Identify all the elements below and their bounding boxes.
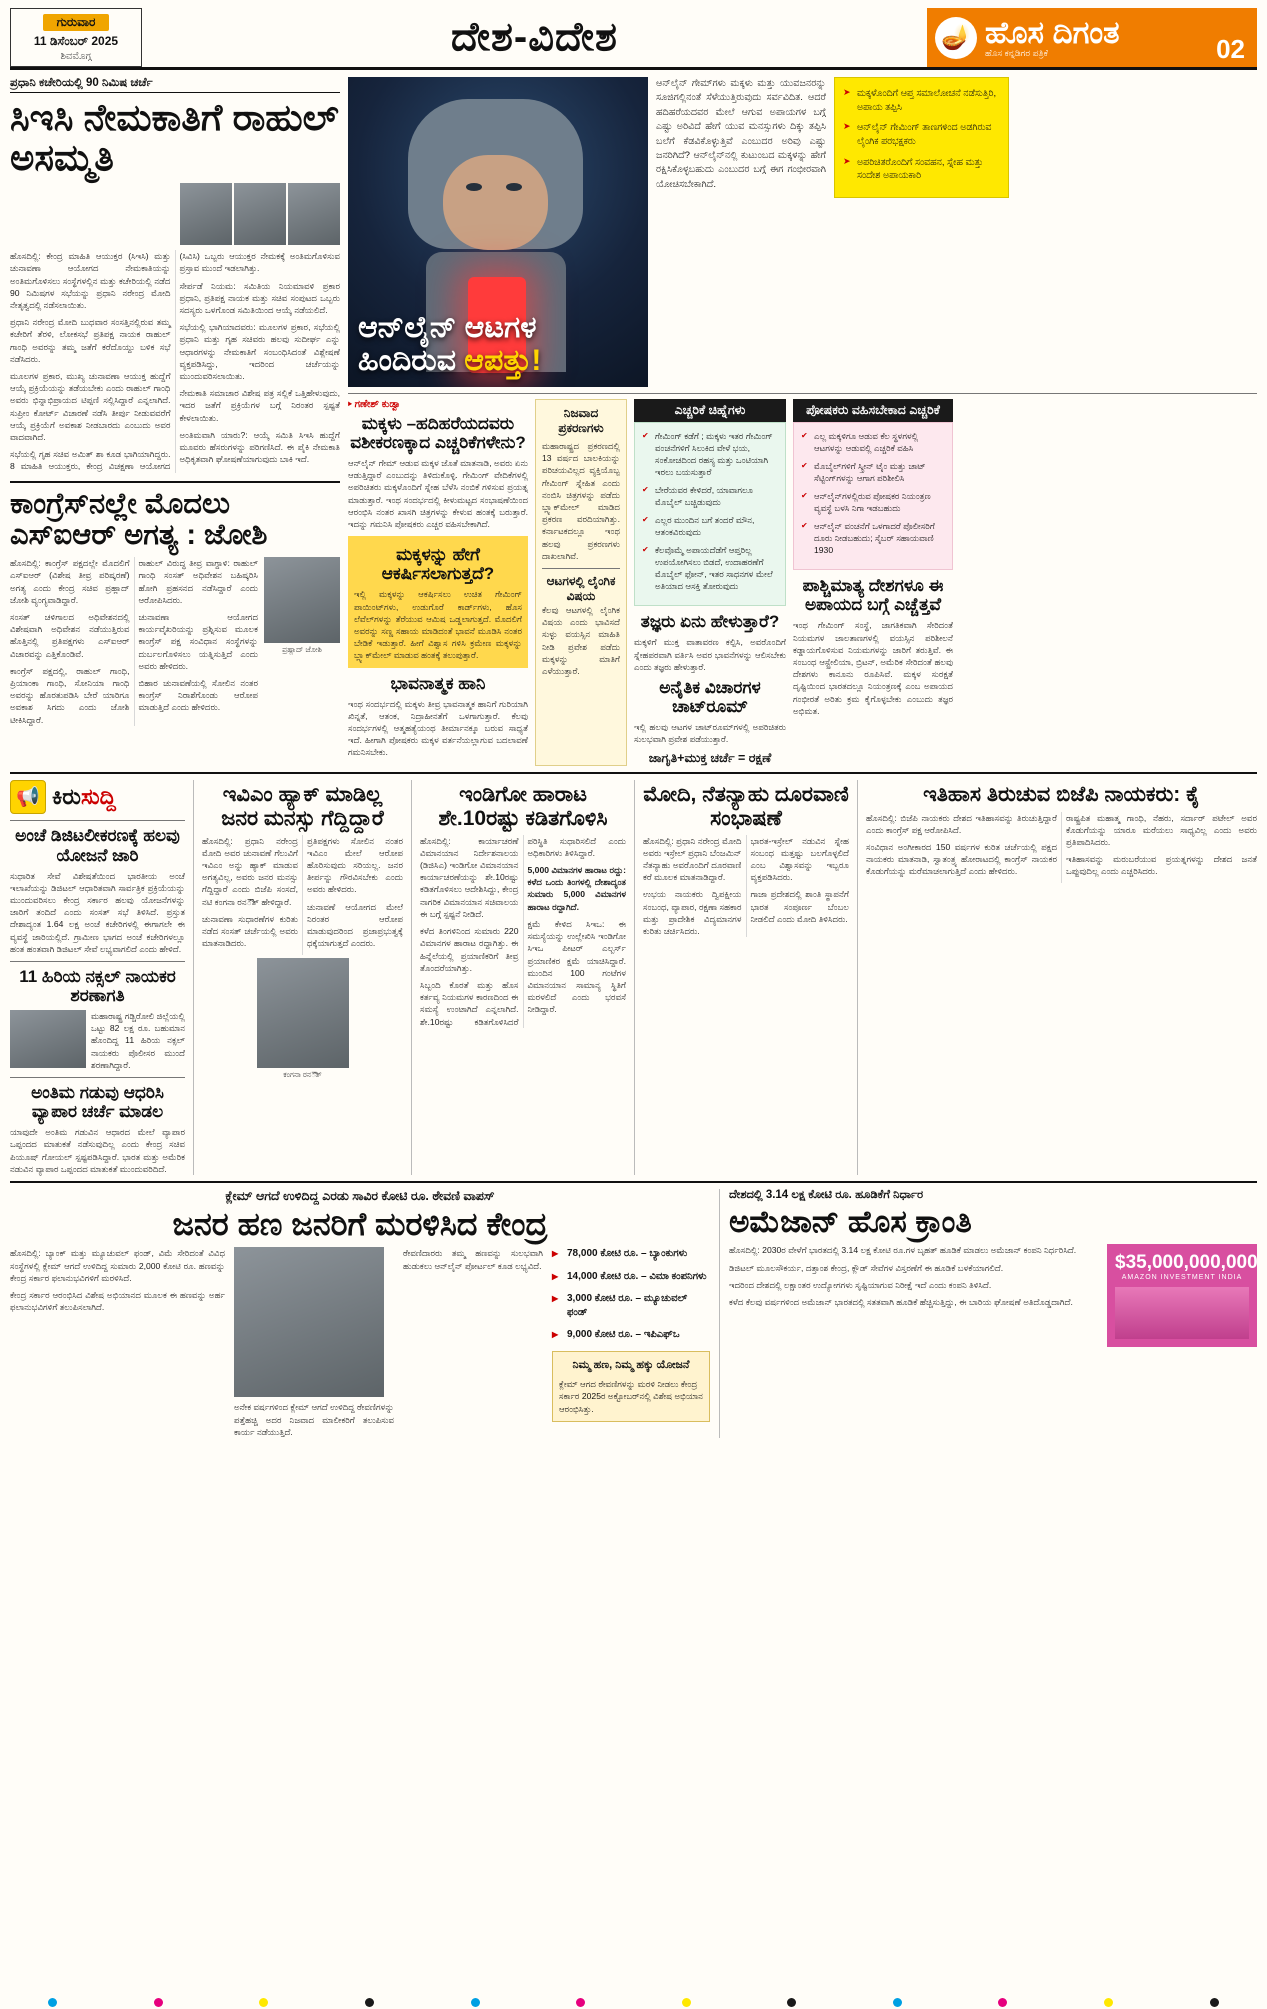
photo-kangana bbox=[257, 958, 349, 1068]
kiru-label-a: ಕಿರು bbox=[52, 784, 81, 810]
sec1-title: ಮಕ್ಕಳು –ಹದಿಹರೆಯದವರು ವಶೀಕರಣಕ್ಕಾದ ಎಚ್ಚರಿಕೆಗಳೇನು? bbox=[350, 414, 526, 453]
parents-item: ✔ ಆನ್‌ಲೈನ್‌ಗಳಲ್ಲಿರುವ ಪೋಷಕರ ನಿಯಂತ್ರಣ ವ್ಯವಸ್ಥೆ ಬಳಸಿ ನಿಗಾ ಇಡಬಹುದು bbox=[801, 490, 945, 514]
page-title: ದೇಶ-ವಿದೇಶ bbox=[451, 15, 618, 59]
parents-list bbox=[793, 422, 953, 570]
lead-para: ಪ್ರಧಾನಿ ನರೇಂದ್ರ ಮೋದಿ ಬುಧವಾರ ಸಂಸತ್ತಿನಲ್ಲಿರುವ ತಮ್ಮ ಕಚೇರಿಗೆ ತೆರಳಿ, ಲೋಕಸಭೆ ಪ್ರತಿಪಕ್ಷ ನಾಯಕ ರಾಹುಲ್ ಗಾಂಧಿ ಅವರನ್ನು ತಮ್ಮ ಜತೆಗೆ ಕರೆದೊಯ್ದು ಬಳಿಕ ಸಭೆ ನಡೆಸಿದರು. bbox=[10, 317, 171, 364]
money-item: ▶ 14,000 ಕೋಟಿ ರೂ. – ವಿಮಾ ಕಂಪನಿಗಳು bbox=[552, 1270, 710, 1284]
games-col-4 bbox=[793, 399, 953, 766]
games-col-3 bbox=[634, 399, 786, 766]
amazon-amount-sub: AMAZON INVESTMENT INDIA bbox=[1121, 1274, 1243, 1282]
parents-title: ಪೋಷಕರು ವಹಿಸಬೇಕಾದ ಎಚ್ಚರಿಕೆ bbox=[793, 399, 953, 422]
story-modi bbox=[634, 780, 849, 1174]
refund-note-text: ಕ್ಲೇಮ್ ಆಗದ ಠೇವಣಿಗಳನ್ನು ಮರಳಿ ನೀಡಲು ಕೇಂದ್ರ ಸರ್ಕಾರ 2025ರ ಅಕ್ಟೋಬರ್‌ನಲ್ಲಿ ವಿಶೇಷ ಅಭಿಯಾನ ಆರಂಭಿಸಿತ್ತು. bbox=[559, 1378, 703, 1414]
photo-joshi bbox=[264, 557, 340, 643]
indigo-body bbox=[420, 835, 626, 1028]
amazon-amount: $35,000,000,000 bbox=[1115, 1252, 1258, 1274]
west-title: ಪಾಶ್ಚಿಮಾತ್ಯ ದೇಶಗಳೂ ಈ ಅಪಾಯದ ಬಗ್ಗೆ ಎಚ್ಚೆತ್ತವೆ bbox=[802, 576, 944, 615]
key-point: ➤ ಅಪರಿಚಿತರೊಂದಿಗೆ ಸಂವಹನ, ಸ್ನೇಹ ಮತ್ತು ಸಂದೇಶ ಅಪಾಯಕಾರಿ bbox=[843, 155, 1000, 182]
caption-highlight: ಆಪತ್ತು! bbox=[464, 344, 542, 377]
amazon-headline: ಅಮೆಜಾನ್ ಹೊಸ ಕ್ರಾಂತಿ bbox=[729, 1203, 972, 1239]
date-box bbox=[10, 8, 142, 67]
masthead bbox=[10, 8, 1257, 70]
refund-money-list bbox=[552, 1247, 710, 1342]
refund-photo-block bbox=[234, 1247, 394, 1438]
amazon-amount-art bbox=[1107, 1244, 1257, 1347]
kiru-item-title: ಅಂಚೆ ಡಿಜಿಟಲೀಕರಣಕ್ಕೆ ಹಲವು ಯೋಜನೆ ಜಾರಿ bbox=[15, 826, 180, 865]
lead-para: ಹೊಸದಿಲ್ಲಿ: ಕೇಂದ್ರ ಮಾಹಿತಿ ಆಯುಕ್ತರ (ಸಿಇಸಿ) ಮತ್ತು ಚುನಾವಣಾ ಆಯೋಗದ ನೇಮಕಾತಿಯನ್ನು ಅಂತಿಮಗೊಳಿಸಲು ಸಂಸ್ಥೆಗಳಲ್ಲಿನ ಮತ್ತು ಕಚೇರಿಯಲ್ಲಿ ನಡೆದ 90 ನಿಮಿಷಗಳ ಸಭೆಯನ್ನು ಪ್ರಧಾನಿ ನರೇಂದ್ರ ಮೋದಿ ನೇತೃತ್ವದಲ್ಲಿ ನಡೆಸಲಾಯಿತು. bbox=[10, 251, 171, 310]
amazon-kicker: ದೇಶದಲ್ಲಿ 3.14 ಲಕ್ಷ ಕೋಟಿ ರೂ. ಹೂಡಿಕೆಗೆ ನಿರ್ಧಾರ bbox=[729, 1188, 924, 1201]
kangana-photo-block bbox=[202, 958, 403, 1081]
warn-item: ✔ ಬೇರೆಯವರ ಕೇಳಿದರೆ, ಯಾವಾಗಲೂ ಮೊಬೈಲ್ ಬಚ್ಚಿಡುವುದು bbox=[642, 484, 778, 508]
congress-para: ಬಿಹಾರ ಚುನಾವಣೆಯಲ್ಲಿ ಸೋಲಿನ ನಂತರ ಕಾಂಗ್ರೆಸ್ ನಿರಾಶೆಗೊಂಡು ಆರೋಪ ಮಾಡುತ್ತಿದೆ ಎಂದು ಹೇಳಿದರು. bbox=[138, 678, 258, 713]
date: 11 ಡಿಸೆಂಬರ್ 2025 bbox=[33, 33, 119, 48]
photo-caption: ಪ್ರಹ್ಲಾದ್ ಜೋಶಿ bbox=[282, 645, 322, 655]
gaming-photo-caption bbox=[348, 305, 648, 387]
parents-item: ✔ ಎಲ್ಲ ಮಕ್ಕಳಿಗೂ ಆಡುವ ಕೆಲ ಸ್ಥಳಗಳಲ್ಲಿ ಆಟಗಳನ್ನು ಆಡುವಲ್ಲಿ ಎಚ್ಚರಿಕೆ ವಹಿಸಿ bbox=[801, 430, 945, 454]
edition-place: ಶಿವಮೊಗ್ಗ bbox=[60, 50, 92, 62]
byline: ▸ ಗಣೇಶ್ ಕುಡ್ವಾ bbox=[348, 399, 402, 410]
refund-para: ಹೊಸದಿಲ್ಲಿ: ಬ್ಯಾಂಕ್ ಮತ್ತು ಮ್ಯೂಚುವಲ್ ಫಂಡ್, ವಿಮೆ ಸೇರಿದಂತೆ ವಿವಿಧ ಸಂಸ್ಥೆಗಳಲ್ಲಿ ಕ್ಲೇಮ್ ಆಗದೆ ಉಳಿದಿದ್ದ ಸುಮಾರು 2,000 ಕೋಟಿ ರೂ. ಹಣವನ್ನು ಕೇಂದ್ರ ಸರ್ಕಾರ ಫಲಾನುಭವಿಗಳಿಗೆ ಮರಳಿಸಿದೆ. bbox=[10, 1248, 225, 1283]
games-key-points bbox=[834, 77, 1009, 198]
toilet-title: ಅನೈತಿಕ ವಿಚಾರಗಳ ಚಾಟ್‌ರೂಮ್ bbox=[659, 678, 761, 717]
refund-kicker: ಕ್ಲೇಮ್ ಆಗದೆ ಉಳಿದಿದ್ದ ಎರಡು ಸಾವಿರ ಕೋಟಿ ರೂ. ಠೇವಣಿ ವಾಪಸ್ bbox=[225, 1188, 495, 1203]
lead-headline: ಸಿಇಸಿ ನೇಮಕಾತಿಗೆ ರಾಹುಲ್ ಅಸಮ್ಮತಿ bbox=[10, 97, 339, 178]
refund-para: ಕೇಂದ್ರ ಸರ್ಕಾರ ಆರಂಭಿಸಿದ ವಿಶೇಷ ಅಭಿಯಾನದ ಮೂಲಕ ಈ ಹಣವನ್ನು ಅರ್ಹ ಫಲಾನುಭವಿಗಳಿಗೆ ತಲುಪಿಸಲಾಗಿದೆ. bbox=[10, 1290, 225, 1313]
sexual-text: ಕೆಲವು ಆಟಗಳಲ್ಲಿ ಲೈಂಗಿಕ ವಿಷಯ ಎಂದು ಭಾವಿಸದೆ ಸುಳ್ಳು ವಯಸ್ಸಿನ ಮಾಹಿತಿ ನೀಡಿ ಪ್ರವೇಶ ಪಡೆದು ಮಕ್ಕಳನ್ನು ಮಾತಿಗೆ ಎಳೆಯುತ್ತಾರೆ. bbox=[542, 605, 620, 677]
lead-para: ಸಭೆಯಲ್ಲಿ ಗೃಹ ಸಚಿವ ಅಮಿತ್ ಶಾ ಕೂಡ ಭಾಗಿಯಾಗಿದ್ದರು. 8 ಮಾಹಿತಿ ಆಯುಕ್ತರು, ಕೇಂದ್ರ ವಿಚಕ್ಷಣಾ ಆಯೋಗದ (ಸಿವಿಸಿ) ಒಬ್ಬರು ಆಯುಕ್ತರ ನೇಮಕಕ್ಕೆ ಅಂತಿಮಗೊಳಿಸುವ ಪ್ರಸ್ತಾವ ಮುಂದೆ ಇಡಲಾಗಿತ್ತು. bbox=[10, 251, 340, 472]
key-point: ➤ ಆನ್‌ಲೈನ್ ಗೇಮಿಂಗ್ ತಾಣಗಳಿಂದ ಅಡಗಿರುವ ಲೈಂಗಿಕ ಪರಭಕ್ಷಕರು bbox=[843, 120, 1000, 147]
photo-modi bbox=[234, 183, 286, 245]
lead-para: ಮೂಲಗಳ ಪ್ರಕಾರ, ಮುಖ್ಯ ಚುನಾವಣಾ ಆಯುಕ್ತ ಹುದ್ದೆಗೆ ಆಯ್ಕೆ ಪ್ರಕ್ರಿಯೆಯನ್ನು ತಡೆಯಬೇಕು ಎಂದು ರಾಹುಲ್ ಗಾಂಧಿ ಅವರು ಭಿನ್ನಾಭಿಪ್ರಾಯದ ಟಿಪ್ಪಣಿ ಸಲ್ಲಿಸಿದ್ದಾರೆ ಎನ್ನಲಾಗಿದೆ. ಸುಪ್ರೀಂ ಕೋರ್ಟ್ ವಿಚಾರಣೆ ನಡೆಸಿ ತೀರ್ಪು ನೀಡುವವರೆಗೆ ಆಯ್ಕೆ ಪ್ರಕ್ರಿಯೆಗೆ ಅವಕಾಶ ನೀಡಬಾರದು ಎಂಬುದು ಅವರ ವಾದವಾಗಿದೆ. bbox=[10, 370, 171, 442]
experts-text: ಮಕ್ಕಳಿಗೆ ಮುಕ್ತ ವಾತಾವರಣ ಕಲ್ಪಿಸಿ, ಅವರೊಂದಿಗೆ ಸ್ನೇಹಪರವಾಗಿ ವರ್ತಿಸಿ ಅವರ ಭಾವನೆಗಳನ್ನು ಆಲಿಸಬೇಕು ಎಂದು ತಜ್ಞರು ಹೇಳುತ್ತಾರೆ. bbox=[634, 637, 786, 672]
real-cases-title: ನಿಜವಾದ ಪ್ರಕರಣಗಳು bbox=[558, 406, 604, 435]
ivm-para: ಚುನಾವಣೆ ಆಯೋಗದ ಮೇಲೆ ನಿರಂತರ ಆರೋಪ ಮಾಡುವುದರಿಂದ ಪ್ರಜಾಪ್ರಭುತ್ವಕ್ಕೆ ಧಕ್ಕೆಯಾಗುತ್ತದೆ ಎಂದರು. bbox=[307, 901, 403, 949]
story-ivm bbox=[193, 780, 403, 1174]
modi-para: ಹೊಸದಿಲ್ಲಿ: ಪ್ರಧಾನಿ ನರೇಂದ್ರ ಮೋದಿ ಅವರು ಇಸ್ರೇಲ್ ಪ್ರಧಾನಿ ಬೆಂಜಮಿನ್ ನೆತನ್ಯಾಹು ಅವರೊಂದಿಗೆ ದೂರವಾಣಿ ಕರೆ ಮೂಲಕ ಮಾತನಾಡಿದ್ದಾರೆ. bbox=[643, 835, 742, 883]
experts-title: ತಜ್ಞರು ಏನು ಹೇಳುತ್ತಾರೆ? bbox=[640, 612, 780, 632]
kiru-item-title: 11 ಹಿರಿಯ ನಕ್ಸಲ್ ನಾಯಕರ ಶರಣಾಗತಿ bbox=[19, 966, 176, 1005]
ivm-body bbox=[202, 835, 403, 955]
congress-body bbox=[10, 557, 258, 726]
games-intro-text: ಆನ್‌ಲೈನ್ ಗೇಮ್‌ಗಳು ಮಕ್ಕಳು ಮತ್ತು ಯುವಜನರನ್ನು ಸೂಜಿಗಲ್ಲಿನಂತೆ ಸೆಳೆಯುತ್ತಿರುವುದು ಸರ್ವವಿದಿತ. ಆದರೆ ಹದಿಹರೆಯದವರ ಮೇಲೆ ಆಗುವ ಅಪಾಯಗಳ ಬಗ್ಗೆ ಎಷ್ಟು ಅರಿವಿದೆ ಹೇಗೆ ಯುವ ಮನಸ್ಸುಗಳು ದಿಕ್ಕು ತಪ್ಪಿಸಿ ಬಲೆಗೆ ಕೆಡವಿಕೊಳ್ಳುತ್ತಿವೆ ಎಂಬುದರ ಅರಿವು ಎಷ್ಟು ಜನರಿಗಿದೆ? ಆನ್‌ಲೈನ್‌ನಲ್ಲಿ ಕುಟುಂಬದ ಮಕ್ಕಳನ್ನು ಹೇಗೆ ರಕ್ಷಿಸಿಕೊಳ್ಳಬಹುದು ಎಂಬುದರ ಬಗ್ಗೆ ಈಗ ಗಂಭೀರವಾಗಿ ಯೋಚಿಸಬೇಕಾಗಿದೆ. bbox=[656, 78, 826, 190]
lead-subpara: ನೇಮಕಾತಿ ಸಮಾಚಾರ ವಿಶೇಷ ಪತ್ರ ಸಲ್ಲಿಕೆ ಒತ್ತಿಹೇಳುವುದು, ಇದರ ಜತೆಗೆ ಪ್ರಕ್ರಿಯೆಗಳ ಬಗ್ಗೆ ನಿರಂತರ ಸ್ಪಷ್ಟತೆ ಕೇಳಲಾಯಿತು. bbox=[179, 388, 340, 423]
history-para: ಇತಿಹಾಸವನ್ನು ಮರುಬರೆಯುವ ಪ್ರಯತ್ನಗಳನ್ನು ದೇಶದ ಜನತೆ ಒಪ್ಪುವುದಿಲ್ಲ ಎಂದು ಎಚ್ಚರಿಸಿದರು. bbox=[1066, 854, 1257, 877]
congress-para: ರಾಹುಲ್ ವಿರುದ್ಧ ತೀವ್ರ ವಾಗ್ದಾಳಿ: ರಾಹುಲ್ ಗಾಂಧಿ ಸಂಸತ್ ಅಧಿವೇಶನ ಬಹಿಷ್ಕರಿಸಿ ಹೋಗಿ ಪ್ರಹಸನದ ನಡೆಸಿದ್ದಾರೆ ಎಂದು ಆರೋಪಿಸಿದರು. bbox=[138, 558, 258, 605]
warn-item: ✔ ಗೇಮಿಂಗ್ ಕಡೆಗೆ ; ಮಕ್ಕಳು ಇತರ ಗೇಮಿಂಗ್ ವಂಚನೆಗಳಿಗೆ ಸಿಲುಕಿದ ವೇಳೆ ಭಯ, ಸಂಕೋಚದಿಂದ ರಹಸ್ಯ ಮತ್ತು ಒಂಟಿಯಾಗಿ ಇರಲು ಬಯಸುತ್ತಾರೆ bbox=[642, 430, 778, 478]
warn-item: ✔ ಕೆಲವೊಮ್ಮೆ ಅಪಾಯದೆಡೆಗೆ ಆಪ್ತರಿಲ್ಲ ಉಪಯೋಗಿಸಲು ಬಿಡದೆ, ಉದಾಹರಣೆಗೆ ಮೊಬೈಲ್ ಫೋನ್, ಇತರ ಸಾಧನಗಳ ಮೇಲೆ ಅತಿಯಾದ ಆಸಕ್ತಿ ತೋರುವುದು bbox=[642, 544, 778, 592]
history-para: ರಾಷ್ಟ್ರಪಿತ ಮಹಾತ್ಮ ಗಾಂಧಿ, ನೆಹರು, ಸರ್ದಾರ್ ಪಟೇಲ್ ಅವರ ಕೊಡುಗೆಯನ್ನು ಯಾರೂ ಮರೆಯಲು ಸಾಧ್ಯವಿಲ್ಲ ಎಂದು ಅವರು ಪ್ರತಿಪಾದಿಸಿದರು. bbox=[1066, 812, 1257, 847]
leaders-photo bbox=[180, 183, 340, 245]
sexual-title: ಆಟಗಳಲ್ಲಿ ಲೈಂಗಿಕ ವಿಷಯ bbox=[546, 574, 616, 604]
modi-para: ಗಾಜಾ ಪ್ರದೇಶದಲ್ಲಿ ಶಾಂತಿ ಸ್ಥಾಪನೆಗೆ ಭಾರತ ಸಂಪೂರ್ಣ ಬೆಂಬಲ ನೀಡಲಿದೆ ಎಂದು ಮೋದಿ ತಿಳಿಸಿದರು. bbox=[750, 889, 849, 924]
money-item: ▶ 3,000 ಕೋಟಿ ರೂ. – ಮ್ಯೂಚುವಲ್ ಫಂಡ್ bbox=[552, 1292, 710, 1319]
ivm-headline: ಇವಿಎಂ ಹ್ಯಾಕ್ ಮಾಡಿಲ್ಲ ಜನರ ಮನಸ್ಸು ಗೆದ್ದಿದ್ದಾರೆ bbox=[221, 783, 384, 830]
brand-block bbox=[927, 8, 1257, 67]
photo-modi-podium bbox=[234, 1247, 384, 1397]
congress-headline: ಕಾಂಗ್ರೆಸ್‌ನಲ್ಲೇ ಮೊದಲು ಎಸ್‌ಐಆರ್ ಅಗತ್ಯ : ಜೋಶಿ bbox=[10, 487, 268, 551]
indigo-para: ಸಿಬ್ಬಂದಿ ಕೊರತೆ ಮತ್ತು ಹೊಸ ಕರ್ತವ್ಯ ನಿಯಮಗಳ ಕಾರಣದಿಂದ ಈ ಸಮಸ್ಯೆ ಉಂಟಾಗಿದೆ ಎನ್ನಲಾಗಿದೆ. ಶೇ.10ರಷ್ಟು ಕಡಿತಗೊಳಿಸಿದರೆ ಪರಿಸ್ಥಿತಿ ಸುಧಾರಿಸಲಿದೆ ಎಂದು ಅಧಿಕಾರಿಗಳು ತಿಳಿಸಿದ್ದಾರೆ. bbox=[420, 835, 626, 1027]
page-number: 02 bbox=[1216, 34, 1245, 64]
refund-para: ಠೇವಣಿದಾರರು ತಮ್ಮ ಹಣವನ್ನು ಸುಲಭವಾಗಿ ಹುಡುಕಲು ಆನ್‌ಲೈನ್ ಪೋರ್ಟಲ್ ಕೂಡ ಲಭ್ಯವಿದೆ. bbox=[403, 1248, 543, 1271]
refund-body-2 bbox=[403, 1247, 543, 1438]
caption-line-2: ಹಿಂದಿರುವ bbox=[358, 344, 456, 377]
story-amazon bbox=[719, 1189, 1257, 1438]
history-para: ಸಂವಿಧಾನ ಅಂಗೀಕಾರದ 150 ವರ್ಷಗಳ ಕುರಿತ ಚರ್ಚೆಯಲ್ಲಿ ಪಕ್ಷದ ನಾಯಕರು ಮಾತನಾಡಿ, ಸ್ವಾತಂತ್ರ್ಯ ಹೋರಾಟದಲ್ಲಿ ಕಾಂಗ್ರೆಸ್ ನಾಯಕರ ಕೊಡುಗೆಯನ್ನು ಮರೆಮಾಚಲಾಗುತ್ತಿದೆ ಎಂದು ಹೇಳಿದರು. bbox=[866, 841, 1057, 877]
lead-kicker: ಪ್ರಧಾನಿ ಕಚೇರಿಯಲ್ಲಿ 90 ನಿಮಿಷ ಚರ್ಚೆ bbox=[10, 77, 340, 93]
games-columns bbox=[348, 399, 1257, 766]
ivm-para: ಚುನಾವಣಾ ಸುಧಾರಣೆಗಳ ಕುರಿತು ನಡೆದ ಸಂಸತ್ ಚರ್ಚೆಯಲ್ಲಿ ಅವರು ಮಾತನಾಡಿದರು. bbox=[202, 913, 298, 949]
lead-subpara: ಅಂತಿಮವಾಗಿ ಯಾರು?: ಆಯ್ಕೆ ಸಮಿತಿ ಸಿಇಸಿ ಹುದ್ದೆಗೆ ಮೂವರು ಹೆಸರುಗಳನ್ನು ಪರಿಗಣಿಸಿದೆ. ಈ ಪೈಕಿ ನೇಮಕಾತಿ ಅಧಿಕೃತವಾಗಿ ಘೋಷಣೆಯಾಗುವುದು ಬಾಕಿ ಇದೆ. bbox=[179, 429, 340, 465]
modi-para: ಭಾರತ-ಇಸ್ರೇಲ್ ನಡುವಿನ ಸ್ನೇಹ ಸಂಬಂಧ ಮತ್ತಷ್ಟು ಬಲಗೊಳ್ಳಲಿದೆ ಎಂಬ ವಿಶ್ವಾಸವನ್ನು ಇಬ್ಬರೂ ವ್ಯಕ್ತಪಡಿಸಿದರು. bbox=[750, 835, 849, 883]
kiru-column bbox=[10, 780, 185, 1174]
refund-para: ಅನೇಕ ವರ್ಷಗಳಿಂದ ಕ್ಲೇಮ್ ಆಗದೆ ಉಳಿದಿದ್ದ ಠೇವಣಿಗಳನ್ನು ಪತ್ತೆಹಚ್ಚಿ ಅದರ ನಿಜವಾದ ಮಾಲೀಕರಿಗೆ ತಲುಪಿಸುವ ಕಾರ್ಯ ನಡೆಯುತ್ತಿದೆ. bbox=[234, 1402, 394, 1437]
refund-headline: ಜನರ ಹಣ ಜನರಿಗೆ ಮರಳಿಸಿದ ಕೇಂದ್ರ bbox=[172, 1205, 548, 1242]
real-cases-box bbox=[535, 399, 627, 766]
history-para: ಹೊಸದಿಲ್ಲಿ: ಬಿಜೆಪಿ ನಾಯಕರು ದೇಶದ ಇತಿಹಾಸವನ್ನು ತಿರುಚುತ್ತಿದ್ದಾರೆ ಎಂದು ಕಾಂಗ್ರೆಸ್ ಪಕ್ಷ ಆರೋಪಿಸಿದೆ. bbox=[866, 812, 1057, 835]
games-yellow-box bbox=[834, 77, 1009, 387]
history-body bbox=[866, 812, 1257, 883]
bottom-zone bbox=[10, 1189, 1257, 1438]
modi-body bbox=[643, 835, 849, 938]
sec2-text: ಇಲ್ಲಿ ಮಕ್ಕಳನ್ನು ಆಕರ್ಷಿಸಲು ಉಚಿತ ಗೇಮಿಂಗ್ ಪಾಯಿಂಟ್‌ಗಳು, ಉಡುಗೊರೆ ಕಾರ್ಡ್‌ಗಳು, ಹೊಸ ಲೆವೆಲ್‌ಗಳನ್ನು ತೆರೆಯುವ ಆಮಿಷ ಒಡ್ಡಲಾಗುತ್ತದೆ. ಮೊದಲಿಗೆ ಅವರನ್ನು ಸಣ್ಣ ಸಹಾಯ ಮಾಡಿದಂತೆ ಭಾವನೆ ಮೂಡಿಸಿ ನಂತರ ಬೇಡಿಕೆ ಇಡುತ್ತಾರೆ. ಹೀಗೆ ವಿಶ್ವಾಸ ಗಳಿಸಿ ಕ್ರಮೇಣ ಮಕ್ಕಳನ್ನು ಬ್ಲ್ಯಾಕ್‌ಮೇಲ್ ಮಾಡುವ ಹಂತಕ್ಕೆ ತಲುಪುತ್ತಾರೆ. bbox=[354, 589, 522, 661]
photo-caption: ಕಂಗನಾ ರನౌತ್ bbox=[283, 1069, 322, 1079]
megaphone-icon: 📢 bbox=[10, 780, 46, 814]
sec3-block bbox=[348, 674, 528, 759]
print-registration-marks bbox=[0, 1995, 1267, 2009]
lamp-icon: 🪔 bbox=[935, 17, 977, 59]
indigo-para: ಕಳೆದ ತಿಂಗಳಿನಿಂದ ಸುಮಾರು 220 ವಿಮಾನಗಳ ಹಾರಾಟ ರದ್ದಾಗಿತ್ತು. ಈ ಹಿನ್ನೆಲೆಯಲ್ಲಿ ಪ್ರಯಾಣಿಕರಿಗೆ ತೀವ್ರ ತೊಂದರೆಯಾಗಿತ್ತು. bbox=[420, 926, 519, 973]
lead-body bbox=[10, 250, 340, 472]
congress-para: ಚುನಾವಣಾ ಆಯೋಗದ ಕಾರ್ಯವೈಖರಿಯನ್ನು ಪ್ರಶ್ನಿಸುವ ಮೂಲಕ ಕಾಂಗ್ರೆಸ್ ಪಕ್ಷ ಸಂವಿಧಾನ ಸಂಸ್ಥೆಗಳನ್ನು ದುರ್ಬಲಗೊಳಿಸಲು ಯತ್ನಿಸುತ್ತಿದೆ ಎಂದು ಅವರು ಹೇಳಿದರು. bbox=[138, 612, 258, 671]
west-text: ಇಂಥ ಗೇಮಿಂಗ್ ಸಂಸ್ಥೆ, ಜಾಗತಿಕವಾಗಿ ಸೇರಿದಂತೆ ನಿಯಮಗಳ ಜಾಲತಾಣಗಳಲ್ಲಿ ವಯಸ್ಸಿನ ಪರಿಶೀಲನೆ ಕಡ್ಡಾಯಗೊಳಿಸುವ ನಿಯಮಗಳನ್ನು ಜಾರಿಗೆ ತರುತ್ತಿವೆ. ಈ ಸಂಬಂಧ ಆಸ್ಟ್ರೇಲಿಯಾ, ಬ್ರಿಟನ್, ಅಮೆರಿಕ ಸೇರಿದಂತೆ ಹಲವು ದೇಶಗಳು ಕಾನೂನು ರೂಪಿಸಿವೆ. ಮಕ್ಕಳ ಸುರಕ್ಷತೆ ದೃಷ್ಟಿಯಿಂದ ಭಾರತದಲ್ಲೂ ನಿಯಂತ್ರಣಕ್ಕೆ ಎಂಬ ಅಪಾಯದ ಗಂಭೀರತೆ ಅರಿತು ಕ್ರಮ ಕೈಗೊಳ್ಳಬೇಕು ಎಂಬುದು ತಜ್ಞರ ಅಭಿಮತ. bbox=[793, 620, 953, 716]
lead-para: ಸೇರ್ಪಡೆ ನಿಯಮ: ಸಮಿತಿಯ ನಿಯಮಾವಳಿ ಪ್ರಕಾರ ಪ್ರಧಾನಿ, ಪ್ರತಿಪಕ್ಷ ನಾಯಕ ಮತ್ತು ಸಚಿವ ಸಂಪುಟದ ಒಬ್ಬರು ಸದಸ್ಯರು ಒಳಗೊಂಡ ಸಮಿತಿಯಿಂದ ಆಯ್ಕೆ ನಡೆಯಲಿದೆ. bbox=[179, 280, 340, 315]
story-history bbox=[857, 780, 1257, 1174]
formula-text: ಜಾಗೃತಿ+ಮುಕ್ತ ಚರ್ಚೆ = ರಕ್ಷಣೆ bbox=[648, 751, 772, 766]
kiru-item-text: ಮಹಾರಾಷ್ಟ್ರ ಗಡ್ಚಿರೋಲಿ ಜಿಲ್ಲೆಯಲ್ಲಿ ಒಟ್ಟು 82 ಲಕ್ಷ ರೂ. ಬಹುಮಾನ ಹೊಂದಿದ್ದ 11 ಹಿರಿಯ ನಕ್ಸಲ್ ನಾಯಕರು ಪೊಲೀಸರ ಮುಂದೆ ಶರಣಾಗಿದ್ದಾರೆ. bbox=[91, 1011, 185, 1070]
mid-zone bbox=[10, 780, 1257, 1174]
money-item: ▶ 78,000 ಕೋಟಿ ರೂ. – ಬ್ಯಾಂಕುಗಳು bbox=[552, 1247, 710, 1261]
indigo-para: ಹೊಸದಿಲ್ಲಿ: ಕಾರ್ಯಾಚರಣೆ ವಿಮಾನಯಾನ ನಿರ್ದೇಶನಾಲಯ (ಡಿಜಿಸಿಎ) ಇಂಡಿಗೋ ವಿಮಾನಯಾನ ಕಾರ್ಯಾಚರಣೆಯನ್ನು ಶೇ.10ರಷ್ಟು ಕಡಿತಗೊಳಿಸಲು ಆದೇಶಿಸಿದ್ದು, ಕೇಂದ್ರ ನಾಗರಿಕ ವಿಮಾನಯಾನ ಸಚಿವಾಲಯ ಈ ಬಗ್ಗೆ ಸ್ಪಷ್ಟನೆ ನೀಡಿದೆ. bbox=[420, 835, 519, 919]
games-intro bbox=[656, 77, 826, 387]
divider bbox=[10, 481, 340, 483]
amazon-body bbox=[729, 1244, 1099, 1347]
kiru-label-b: ಸುದ್ದಿ bbox=[80, 784, 116, 810]
real-cases-text: ಮಹಾರಾಷ್ಟ್ರದ ಪ್ರಕರಣದಲ್ಲಿ 13 ವರ್ಷದ ಬಾಲಕಿಯನ್ನು ಪರಿಚಯವಿಲ್ಲದ ವ್ಯಕ್ತಿಯೊಬ್ಬ ಗೇಮಿಂಗ್ ಸ್ನೇಹಿತ ಎಂದು ನಂಬಿಸಿ ಚಿತ್ರಗಳನ್ನು ಪಡೆದು ಬ್ಲ್ಯಾಕ್‌ಮೇಲ್ ಮಾಡಿದ ಪ್ರಕರಣ ವರದಿಯಾಗಿತ್ತು. ಕರ್ನಾಟಕದಲ್ಲೂ ಇಂಥ ಹಲವು ಪ್ರಕರಣಗಳು ದಾಖಲಾಗಿವೆ. bbox=[542, 441, 620, 561]
kiru-badge bbox=[10, 780, 185, 814]
congress-para: ಸಂಸತ್ ಚಳಿಗಾಲದ ಅಧಿವೇಶನದಲ್ಲಿ ವಿಶೇಷವಾಗಿ ಅಧಿವೇಶನ ನಡೆಯುತ್ತಿರುವ ಹೊತ್ತಿನಲ್ಲಿ ಪ್ರತಿಪಕ್ಷಗಳು ಎಸ್‌ಐಆರ್ ವಿಚಾರವನ್ನು ಎತ್ತಿಕೊಂಡಿವೆ. bbox=[10, 612, 130, 659]
brand-name: ಹೊಸ ದಿಗಂತ bbox=[985, 14, 1120, 50]
gaming-photo bbox=[348, 77, 648, 387]
parents-item: ✔ ಮೊಬೈಲ್‌ಗಳಿಗೆ ಸ್ಕ್ರೀನ್ ಟೈಂ ಮತ್ತು ಚಾಟ್ ಸೆಟ್ಟಿಂಗ್‌ಗಳನ್ನು ಆಗಾಗ ಪರಿಶೀಲಿಸಿ bbox=[801, 460, 945, 484]
lead-story bbox=[10, 77, 340, 766]
sec2-block bbox=[348, 536, 528, 667]
weekday: ಗುರುವಾರ bbox=[43, 14, 110, 31]
indigo-headline: ಇಂಡಿಗೋ ಹಾರಾಟ ಶೇ.10ರಷ್ಟು ಕಡಿತಗೊಳಿಸಿ bbox=[438, 783, 608, 830]
ivm-para: ಹೊಸದಿಲ್ಲಿ: ಪ್ರಧಾನಿ ನರೇಂದ್ರ ಮೋದಿ ಅವರ ಚುನಾವಣೆ ಗೆಲುವಿಗೆ ಇವಿಎಂ ಅನ್ನು ಹ್ಯಾಕ್ ಮಾಡುವ ಅಗತ್ಯವಿಲ್ಲ, ಅವರು ಜನರ ಮನಸ್ಸು ಗೆದ್ದಿದ್ದಾರೆ ಎಂದು ಬಿಜೆಪಿ ಸಂಸದೆ, ನಟಿ ಕಂಗನಾ ರನౌತ್ ಹೇಳಿದ್ದಾರೆ. bbox=[202, 835, 298, 907]
games-col-2 bbox=[535, 399, 627, 766]
refund-body-1 bbox=[10, 1247, 225, 1438]
kiru-item-text: ಯಾವುದೇ ಅಂತಿಮ ಗಡುವಿನ ಆಧಾರದ ಮೇಲೆ ವ್ಯಾಪಾರ ಒಪ್ಪಂದದ ಮಾತುಕತೆ ನಡೆಸುವುದಿಲ್ಲ ಎಂದು ಕೇಂದ್ರ ಸಚಿವ ಪಿಯೂಷ್ ಗೋಯಲ್ ಸ್ಪಷ್ಟಪಡಿಸಿದ್ದಾರೆ. ಭಾರತ ಮತ್ತು ಅಮೆರಿಕ ನಡುವಿನ ವ್ಯಾಪಾರ ಒಪ್ಪಂದದ ಮಾತುಕತೆ ಮುಂದುವರಿದಿದೆ. bbox=[10, 1127, 185, 1174]
sec1-text: ಆನ್‌ಲೈನ್ ಗೇಮ್ ಆಡುವ ಮಕ್ಕಳ ಜೊತೆ ಮಾತನಾಡಿ, ಅವರು ಏನು ಆಡುತ್ತಿದ್ದಾರೆ ಎಂಬುದನ್ನು ತಿಳಿದುಕೊಳ್ಳಿ. ಗೇಮಿಂಗ್ ವೇದಿಕೆಗಳಲ್ಲಿ ಅಪರಿಚಿತರು ಮಕ್ಕಳೊಂದಿಗೆ ಸ್ನೇಹ ಬೆಳೆಸಿ ನಂಬಿಕೆ ಗಳಿಸುವ ಪ್ರಯತ್ನ ಮಾಡುತ್ತಾರೆ. ಇಂಥ ಸಂದರ್ಭದಲ್ಲಿ ಕೀಳುಮಟ್ಟದ ಸಂಭಾಷಣೆಯಿಂದ ಆರಂಭಿಸಿ ನಂತರ ಖಾಸಗಿ ಚಿತ್ರಗಳನ್ನು ಕೇಳುವ ಹಂತಕ್ಕೆ ಬರುತ್ತಾರೆ. ಇದನ್ನು ಗಮನಿಸಿ ಪೋಷಕರು ಎಚ್ಚರ ವಹಿಸಬೇಕಾಗಿದೆ. bbox=[348, 458, 528, 530]
amazon-para: ಹೊಸದಿಲ್ಲಿ: 2030ರ ವೇಳೆಗೆ ಭಾರತದಲ್ಲಿ 3.14 ಲಕ್ಷ ಕೋಟಿ ರೂ.ಗಳ ಬೃಹತ್ ಹೂಡಿಕೆ ಮಾಡಲು ಅಮೆಜಾನ್ ಕಂಪನಿ ನಿರ್ಧರಿಸಿದೆ. bbox=[729, 1245, 1077, 1256]
refund-note-title: ನಿಮ್ಮ ಹಣ, ನಿಮ್ಮ ಹಕ್ಕು ಯೋಜನೆ bbox=[572, 1358, 690, 1371]
story-refund bbox=[10, 1189, 710, 1438]
congress-para: ಕಾಂಗ್ರೆಸ್ ಪಕ್ಷದಲ್ಲಿ, ರಾಹುಲ್ ಗಾಂಧಿ, ಪ್ರಿಯಾಂಕಾ ಗಾಂಧಿ, ಸೋನಿಯಾ ಗಾಂಧಿ ಅವರನ್ನು ಹೊರತುಪಡಿಸಿ ಬೇರೆ ಯಾರಿಗೂ ಅವಕಾಶ ಸಿಗದು ಎಂದು ಜೋಶಿ ಟೀಕಿಸಿದ್ದಾರೆ. bbox=[10, 665, 130, 725]
modi-headline: ಮೋದಿ, ನೆತನ್ಯಾಹು ದೂರವಾಣಿ ಸಂಭಾಷಣೆ bbox=[643, 783, 849, 830]
kiru-item-text: ಸುಧಾರಿತ ಸೇವೆ ವಿಶೇಷತೆಯಿಂದ ಭಾರತೀಯ ಅಂಚೆ ಇಲಾಖೆಯನ್ನು ಡಿಜಿಟಲ್ ಆಧಾರಿತವಾಗಿ ಸಾರ್ವತ್ರಿಕ ಪ್ರಕ್ರಿಯೆಯನ್ನು ಮುಂದುವರಿಸಲು ಕೇಂದ್ರ ಸರ್ಕಾರ ಹಲವು ಯೋಜನೆಗಳನ್ನು ಜಾರಿಗೆ ತಂದಿದೆ ಎಂದು ಸಂಸತ್ ಸಭೆ ತಿಳಿಸಿದೆ. ಪ್ರಸ್ತುತ ದೇಶಾದ್ಯಂತ 1.64 ಲಕ್ಷ ಅಂಚೆ ಕಚೇರಿಗಳಲ್ಲಿ ಈಗಾಗಲೇ ಈ ವ್ಯವಸ್ಥೆ ಜಾರಿಯಲ್ಲಿದೆ. ಗ್ರಾಮೀಣ ಭಾಗದ ಅಂಚೆ ಕಚೇರಿಗಳಲ್ಲೂ ಹಂತ ಹಂತವಾಗಿ ಡಿಜಿಟಲ್ ಸೇವೆ ಲಭ್ಯವಾಗಲಿದೆ ಎಂದು ಹೇಳಿದೆ. bbox=[10, 870, 185, 954]
sec3-title: ಭಾವನಾತ್ಮಕ ಹಾನಿ bbox=[390, 673, 486, 693]
photo-amitshah bbox=[288, 183, 340, 245]
parents-item: ✔ ಆನ್‌ಲೈನ್ ವಂಚನೆಗೆ ಒಳಗಾದರೆ ಪೊಲೀಸರಿಗೆ ದೂರು ನೀಡಬಹುದು; ಸೈಬರ್ ಸಹಾಯವಾಣಿ 1930 bbox=[801, 520, 945, 556]
indigo-para: 5,000 ವಿಮಾನಗಳ ಹಾರಾಟ ರದ್ದು: ಕಳೆದ ಒಂದು ತಿಂಗಳಲ್ಲಿ ದೇಶಾದ್ಯಂತ ಸುಮಾರು 5,000 ವಿಮಾನಗಳ ಹಾರಾಟ ರದ್ದಾಗಿದೆ. bbox=[527, 865, 626, 912]
brand-tagline: ಹೊಸ ಕನ್ನಡಿಗರ ಪತ್ರಿಕೆ bbox=[985, 47, 1049, 58]
ivm-para: ಪ್ರತಿಪಕ್ಷಗಳು ಸೋಲಿನ ನಂತರ ಇವಿಎಂ ಮೇಲೆ ಆರೋಪ ಹೊರಿಸುವುದು ಸರಿಯಲ್ಲ. ಜನರ ತೀರ್ಪನ್ನು ಗೌರವಿಸಬೇಕು ಎಂದು ಅವರು ಹೇಳಿದರು. bbox=[307, 835, 403, 895]
toilet-text: ಇಲ್ಲಿ ಹಲವು ಆಟಗಳ ಚಾಟ್‌ರೂಮ್‌ಗಳಲ್ಲಿ ಅಪರಿಚಿತರು ಸುಲಭವಾಗಿ ಪ್ರವೇಶ ಪಡೆಯುತ್ತಾರೆ. bbox=[634, 722, 786, 745]
caption-line-1: ಆನ್‌ಲೈನ್ ಆಟಗಳ bbox=[358, 311, 537, 344]
warn-list bbox=[634, 422, 786, 606]
warn-title: ಎಚ್ಚರಿಕೆ ಚಿಹ್ನೆಗಳು bbox=[634, 399, 786, 422]
warn-item: ✔ ಎಲ್ಲರ ಮುಂದಿನ ಬಗೆ ತಂದರೆ ಮೌನ, ಆತಂಕವಿರುವುದು bbox=[642, 514, 778, 538]
amazon-para: ಡಿಜಿಟಲ್ ಮೂಲಸೌಕರ್ಯ, ದತ್ತಾಂಶ ಕೇಂದ್ರ, ಕ್ಲೌಡ್ ಸೇವೆಗಳ ವಿಸ್ತರಣೆಗೆ ಈ ಹೂಡಿಕೆ ಬಳಕೆಯಾಗಲಿದೆ. bbox=[729, 1262, 1004, 1273]
indigo-para: ಕ್ಷಮೆ ಕೇಳಿದ ಸಿಇಒ: ಈ ಸಮಸ್ಯೆಯನ್ನು ಉಲ್ಲೇಖಿಸಿ ಇಂಡಿಗೋ ಸಿಇಒ ಪೀಟರ್ ಎಲ್ಬರ್ಸ್ ಪ್ರಯಾಣಿಕರ ಕ್ಷಮೆ ಯಾಚಿಸಿದ್ದಾರೆ. ಮುಂದಿನ 100 ಗಂಟೆಗಳ ವಿಮಾನಯಾನ ಸಾಮಾನ್ಯ ಸ್ಥಿತಿಗೆ ಮರಳಲಿದೆ ಎಂದು ಭರವಸೆ ನೀಡಿದ್ದಾರೆ. bbox=[527, 918, 626, 1015]
lead-subpara: ಸಭೆಯಲ್ಲಿ ಭಾಗಿಯಾದವರು: ಮೂಲಗಳ ಪ್ರಕಾರ, ಸಭೆಯಲ್ಲಿ ಪ್ರಧಾನಿ ಮತ್ತು ಗೃಹ ಸಚಿವರು ಹಲವು ಸುದೀರ್ಘ ಎನ್ನು ಆಧಾರಗಳನ್ನು ನೇಮಕಾತಿಗೆ ಸಂಬಂಧಿಸಿದಂತೆ ವಿಶ್ಲೇಷಣೆ ವ್ಯಕ್ತಪಡಿಸಿದ್ದು, ಇದರಿಂದ ಚರ್ಚೆಯನ್ನು ಮುಂದುವರಿಸಲಾಯಿತು. bbox=[179, 322, 340, 381]
sec2-title: ಮಕ್ಕಳನ್ನು ಹೇಗೆ ಆಕರ್ಷಿಸಲಾಗುತ್ತದೆ? bbox=[381, 545, 495, 584]
top-zone bbox=[10, 77, 1257, 766]
history-headline: ಇತಿಹಾಸ ತಿರುಚುವ ಬಿಜೆಪಿ ನಾಯಕರು: ಕೈ bbox=[923, 783, 1200, 807]
amazon-para: ಕಳೆದ ಕೆಲವು ವರ್ಷಗಳಿಂದ ಅಮೆಜಾನ್ ಭಾರತದಲ್ಲಿ ಸತತವಾಗಿ ಹೂಡಿಕೆ ಹೆಚ್ಚಿಸುತ್ತಿದ್ದು, ಈ ಬಾರಿಯ ಘೋಷಣೆ ಅತಿದೊಡ್ಡದಾಗಿದೆ. bbox=[729, 1297, 1073, 1307]
online-games-feature bbox=[348, 77, 1257, 766]
modi-para: ಉಭಯ ನಾಯಕರು ದ್ವಿಪಕ್ಷೀಯ ಸಂಬಂಧ, ವ್ಯಾಪಾರ, ರಕ್ಷಣಾ ಸಹಕಾರ ಮತ್ತು ಪ್ರಾದೇಶಿಕ ವಿದ್ಯಮಾನಗಳ ಕುರಿತು ಚರ್ಚಿಸಿದರು. bbox=[643, 889, 742, 937]
naxal-photo bbox=[10, 1010, 86, 1068]
sec3-text: ಇಂಥ ಸಂದರ್ಭದಲ್ಲಿ ಮಕ್ಕಳು ತೀವ್ರ ಭಾವನಾತ್ಮಕ ಹಾನಿಗೆ ಗುರಿಯಾಗಿ ಖಿನ್ನತೆ, ಆತಂಕ, ನಿದ್ರಾಹೀನತೆಗೆ ಒಳಗಾಗುತ್ತಾರೆ. ಕೆಲವು ಸಂದರ್ಭಗಳಲ್ಲಿ ಆತ್ಮಹತ್ಯೆಯಂಥ ತೀರ್ಮಾನಕ್ಕೂ ಬರುವ ಸಾಧ್ಯತೆ ಇದೆ. ಹೀಗಾಗಿ ಪೋಷಕರು ಮಕ್ಕಳ ವರ್ತನೆಯಲ್ಲಾಗುವ ಬದಲಾವಣೆ ಗಮನಿಸಬೇಕು. bbox=[348, 698, 528, 758]
joshi-photo bbox=[264, 557, 340, 655]
refund-note bbox=[552, 1351, 710, 1422]
amazon-art-block bbox=[1107, 1244, 1257, 1347]
kiru-item-title: ಅಂತಿಮ ಗಡುವು ಆಧರಿಸಿ ವ್ಯಾಪಾರ ಚರ್ಚೆ ಮಾಡಲ bbox=[31, 1083, 164, 1122]
money-item: ▶ 9,000 ಕೋಟಿ ರೂ. – ಇಪಿಎಫ್‌ಒ bbox=[552, 1328, 710, 1342]
amazon-para: ಇದರಿಂದ ದೇಶದಲ್ಲಿ ಲಕ್ಷಾಂತರ ಉದ್ಯೋಗಗಳು ಸೃಷ್ಟಿಯಾಗುವ ನಿರೀಕ್ಷೆ ಇದೆ ಎಂದು ಕಂಪನಿ ತಿಳಿಸಿದೆ. bbox=[729, 1279, 992, 1290]
photo-rahul bbox=[180, 183, 232, 245]
key-point: ➤ ಮಕ್ಕಳೊಂದಿಗೆ ಆಪ್ತ ಸಮಾಲೋಚನೆ ನಡೆಸುತ್ತಿರಿ, ಅಪಾಯ ತಪ್ಪಿಸಿ bbox=[843, 86, 1000, 113]
story-indigo bbox=[411, 780, 626, 1174]
refund-money-block bbox=[552, 1247, 710, 1438]
games-col-1 bbox=[348, 399, 528, 766]
congress-para: ಹೊಸದಿಲ್ಲಿ: ಕಾಂಗ್ರೆಸ್ ಪಕ್ಷದಲ್ಲೇ ಮೊದಲಿಗೆ ಎಸ್‌ಐಆರ್ (ವಿಶೇಷ ತೀವ್ರ ಪರಿಷ್ಕರಣೆ) ಅಗತ್ಯ ಎಂದು ಕೇಂದ್ರ ಸಚಿವ ಪ್ರಹ್ಲಾದ್ ಜೋಶಿ ವ್ಯಂಗ್ಯವಾಡಿದ್ದಾರೆ. bbox=[10, 558, 130, 605]
